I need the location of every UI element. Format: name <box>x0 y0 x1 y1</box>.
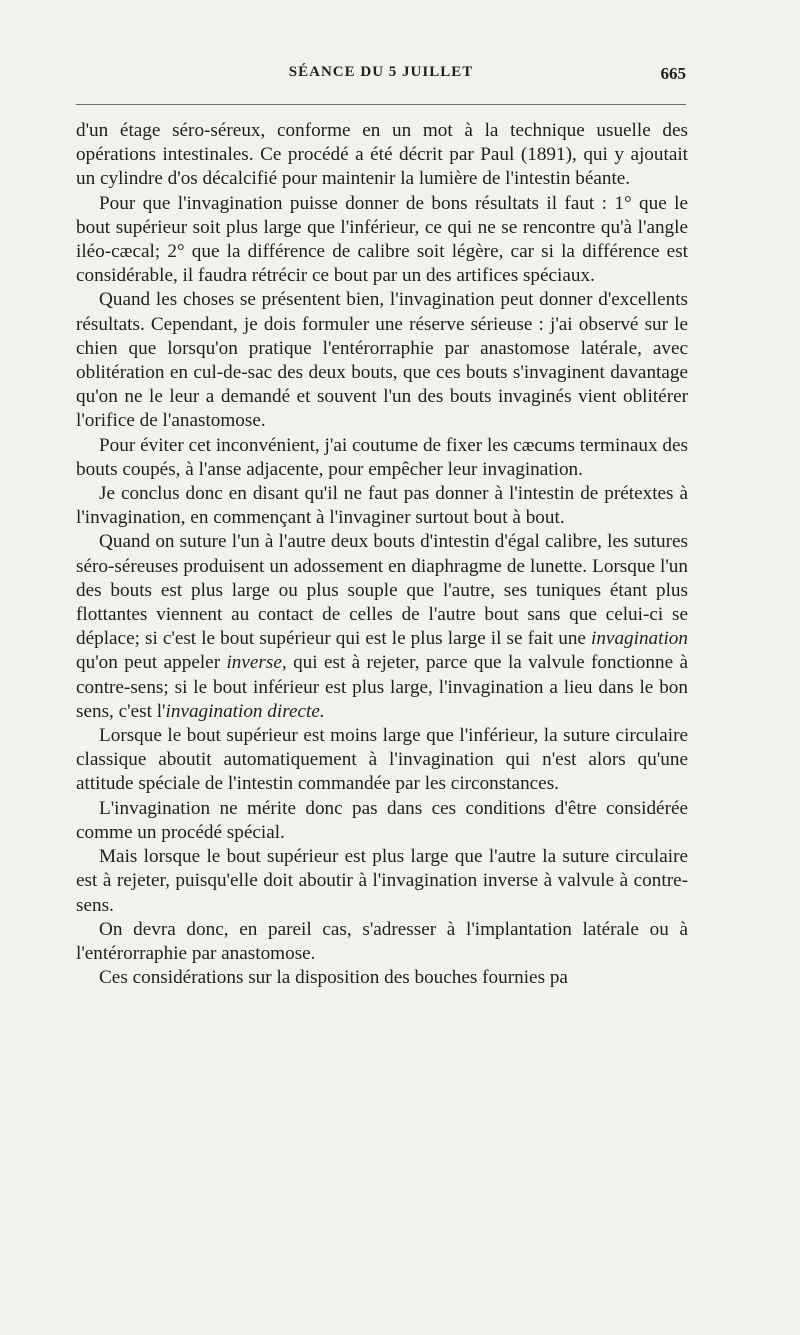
italic-term: inverse, <box>226 652 287 674</box>
italic-term: invagination directe. <box>165 700 325 722</box>
body-text <box>76 119 688 990</box>
paragraph: d'un étage séro-séreux, conforme en un mot à la technique usuelle des opérations intestinales. Ce procédé a été décrit par Paul (1891), qui y ajoutait un cylindre d'os décalcifié pour maintenir la lumière de l'intestin béante. <box>76 120 688 190</box>
paragraph: L'invagination ne mérite donc pas dans ces conditions d'être considérée comme un procédé spécial. <box>76 797 688 843</box>
paragraph-segment: Quand on suture l'un à l'autre deux bouts d'intestin d'égal calibre, les sutures séro-séreuses produisent un adossement en diaphragme de lunette. Lorsque l'un des bouts est plus large ou plus souple que l'autre, ses tuniques étant plus flottantes viennent au contact de celles de l'autre bout sans que celui-ci se déplace; si c'est le bout supérieur qui est le plus large il se fait une <box>76 531 688 650</box>
header-title: SÉANCE DU 5 JUILLET <box>288 64 474 80</box>
paragraph: Quand les choses se présentent bien, l'invagination peut donner d'excellents résultats. Cependant, je dois formuler une réserve sérieuse : j'ai observé sur le chien que lorsqu'on pratique l'entérorraphie par anastomose latérale, avec oblitération en cul-de-sac des deux bouts, que ces bouts s'invaginent davantage qu'on ne le leur a demandé et souvent l'un des bouts invaginés vient oblitérer l'orifice de l'anastomose. <box>76 289 688 432</box>
paragraph: Lorsque le bout supérieur est moins large que l'inférieur, la suture circulaire classique aboutit automatiquement à l'invagination qui n'est alors qu'une attitude spéciale de l'intestin commandée par les circonstances. <box>76 725 688 795</box>
running-header <box>76 64 686 88</box>
paragraph: Je conclus donc en disant qu'il ne faut pas donner à l'intestin de prétextes à l'invagination, en commençant à l'invaginer surtout bout à bout. <box>76 483 688 529</box>
paragraph <box>76 530 688 724</box>
italic-term: invagination <box>591 628 688 650</box>
paragraph: Ces considérations sur la disposition des bouches fournies pa <box>99 967 568 989</box>
paragraph: Mais lorsque le bout supérieur est plus large que l'autre la suture circulaire est à rejeter, puisqu'elle doit aboutir à l'invagination inverse à valvule à contre-sens. <box>76 846 688 916</box>
paragraph-segment: qu'on peut appeler <box>76 652 227 674</box>
paragraph-segment: qui est à rejeter, parce que la valvule fonctionne à contre-sens; si le bout inférieur est plus large, l'invagination a lieu dans le bon sens, c'est l' <box>76 652 688 722</box>
paragraph: Pour éviter cet inconvénient, j'ai coutume de fixer les cæcums terminaux des bouts coupés, à l'anse adjacente, pour empêcher leur invagination. <box>76 434 688 480</box>
page-number: 665 <box>660 64 686 83</box>
paragraph: Pour que l'invagination puisse donner de bons résultats il faut : 1° que le bout supérieur soit plus large que l'inférieur, ce qui ne se rencontre qu'à l'angle iléo-cæcal; 2° que la différence de calibre soit légère, car si la différence est considérable, il faudra rétrécir ce bout par un des artifices spéciaux. <box>76 192 688 287</box>
paragraph: On devra donc, en pareil cas, s'adresser à l'implantation latérale ou à l'entérorraphie par anastomose. <box>76 918 688 964</box>
header-rule <box>76 104 686 105</box>
